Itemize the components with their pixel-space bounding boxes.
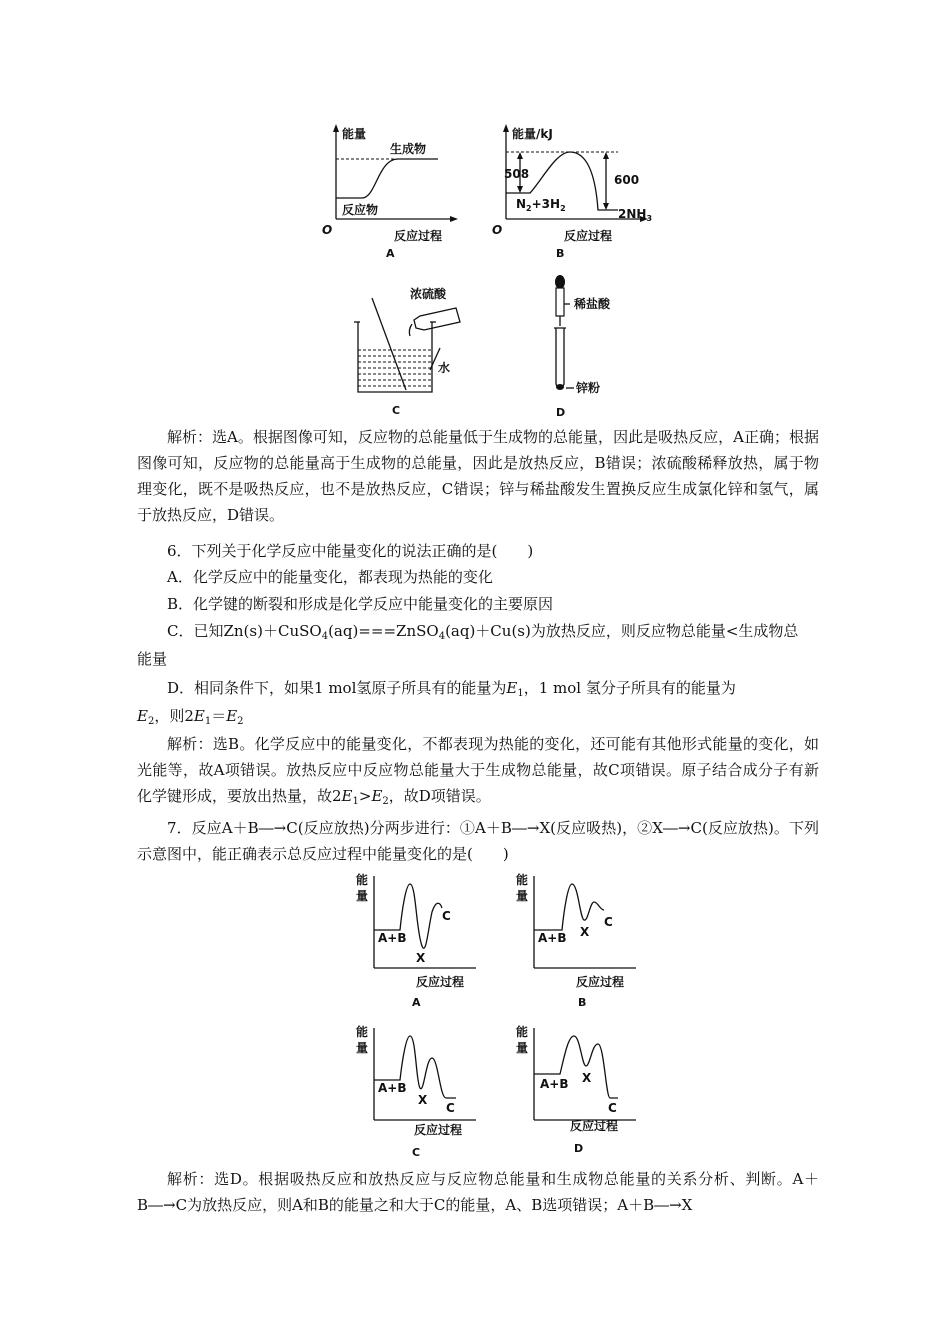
c-label: C (604, 915, 613, 929)
figure-7a-energy-graph (352, 870, 482, 1010)
ylabel-2: 量 (356, 889, 369, 903)
value-508: 508 (504, 167, 530, 181)
ylabel-1: 能 (356, 873, 369, 887)
ylabel-1: 能 (516, 873, 529, 887)
q6-option-d: D．相同条件下，如果1 mol氢原子所具有的能量为$E_1$，1 mol 氢分子所具有的能量为 (167, 679, 736, 699)
c-label: C (608, 1101, 617, 1115)
reactant-label: 反应物 (342, 203, 379, 217)
water-label: 水 (438, 361, 451, 375)
ylabel-1: 能 (516, 1025, 529, 1039)
figure-5d-test-tube (520, 272, 640, 420)
acid-label: 浓硫酸 (410, 287, 447, 301)
xlabel: 反应过程 (414, 1123, 463, 1137)
q6-stem: 6．下列关于化学反应中能量变化的说法正确的是( ) (167, 542, 534, 560)
x-label: X (582, 1071, 592, 1085)
reactant-label: $N_2+3H_2$ (516, 197, 566, 213)
caption: B (578, 996, 587, 1009)
q6-option-d-cont: $E_2$，则$2E_1=E_2$ (137, 707, 244, 727)
xlabel: 反应过程 (394, 229, 443, 243)
caption: A (412, 996, 421, 1009)
c-label: C (446, 1101, 455, 1115)
q5-analysis: 解析：选A。根据图像可知，反应物的总能量低于生成物的总能量，因此是吸热反应，A正确；根据图像可知，反应物的总能量高于生成物的总能量，因此是放热反应，B错误；浓硫酸稀释放热，属于物理变化，既不是吸热反应，也不是放热反应，C错误；锌与稀盐酸发生置换反应生成氯化锌和氢气，属于放热反应，D错误。 (137, 428, 819, 524)
figure-5b-energy-diagram (490, 122, 653, 262)
ylabel-2: 量 (516, 1041, 529, 1055)
c-label: C (442, 909, 451, 923)
origin-label: O (322, 223, 333, 237)
reactant-label: A+B (538, 931, 567, 945)
q6-option-a: A．化学反应中的能量变化，都表现为热能的变化 (167, 568, 493, 586)
caption: A (386, 247, 395, 260)
ylabel-2: 量 (356, 1041, 369, 1055)
figure-5c-beaker (340, 280, 490, 420)
x-label: X (418, 1093, 428, 1107)
figure-7d-energy-graph (512, 1022, 642, 1162)
q6-analysis: 解析：选B。化学反应中的能量变化，不都表现为热能的变化，还可能有其他形式能量的变化，如光能等，故A项错误。放热反应中反应物总能量大于生成物总能量，故C项错误。原子结合成分子有新化学键形成，要放出热量，故$2E_1>E_2$，故D项错误。 (137, 735, 819, 807)
xlabel: 反应过程 (416, 975, 465, 989)
xlabel: 反应过程 (576, 975, 625, 989)
ylabel-1: 能 (356, 1025, 369, 1039)
q6-option-c-cont: 能量 (137, 650, 168, 668)
product-label: 生成物 (390, 142, 427, 156)
x-label: X (580, 925, 590, 939)
x-label: X (416, 951, 426, 965)
q6-option-b: B．化学键的断裂和形成是化学反应中能量变化的主要原因 (167, 595, 554, 613)
acid-label: 稀盐酸 (574, 297, 611, 311)
ylabel: 能量/kJ (512, 127, 553, 141)
figure-7c-energy-graph (352, 1022, 482, 1162)
reactant-label: A+B (540, 1077, 569, 1091)
ylabel-2: 量 (516, 889, 529, 903)
value-600: 600 (614, 173, 640, 187)
ylabel: 能量 (342, 127, 367, 141)
q7-analysis: 解析：选D。根据吸热反应和放热反应与反应物总能量和生成物总能量的关系分析、判断。A＋B―→C为放热反应，则A和B的能量之和大于C的能量，A、B选项错误；A＋B―→X (137, 1170, 819, 1214)
figure-7b-energy-graph (512, 870, 642, 1010)
origin-label: O (492, 223, 503, 237)
q7-stem: 7．反应A＋B―→C(反应放热)分两步进行：①A＋B―→X(反应吸热)，②X―→C(反应放热)。下列示意图中，能正确表示总反应过程中能量变化的是( ) (137, 819, 819, 863)
reactant-label: A+B (378, 1081, 407, 1095)
reactant-label: A+B (378, 931, 407, 945)
caption: C (412, 1146, 421, 1159)
metal-label: 锌粉 (576, 381, 601, 395)
caption: C (392, 404, 401, 417)
caption: B (556, 247, 565, 260)
caption: D (574, 1142, 584, 1155)
figure-5a-energy-diagram (320, 122, 460, 262)
q6-option-c: C．已知Zn(s)＋CuSO$_4$(aq)===ZnSO$_4$(aq)＋Cu(s)为放热反应，则反应物总能量<生成物总 (167, 622, 799, 642)
caption: D (556, 406, 566, 419)
xlabel: 反应过程 (570, 1119, 619, 1133)
xlabel: 反应过程 (564, 229, 613, 243)
product-label: $2NH_3$ (618, 207, 653, 223)
